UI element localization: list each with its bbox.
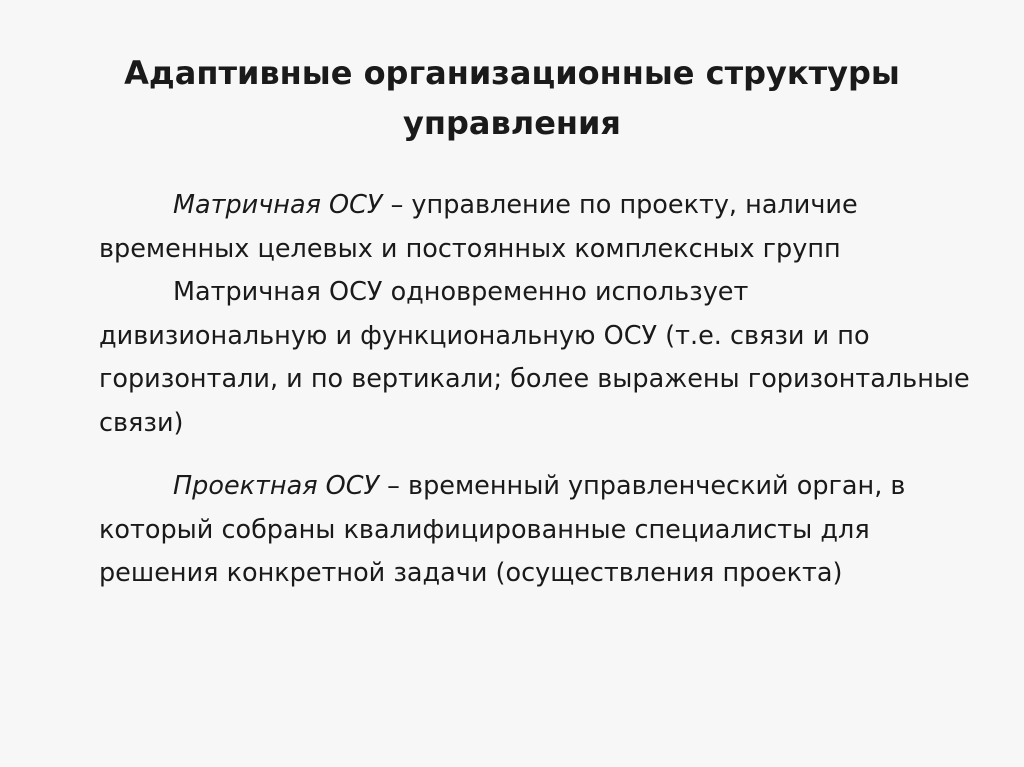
- paragraph-matrix-definition: [99, 184, 979, 271]
- paragraph-matrix-details: [99, 271, 979, 445]
- paragraph-text: Матричная ОСУ одновременно использует дивизиональную и функциональную ОСУ (т.е. связи и по горизонтали, и по вертикали; более выражены горизонтальные связи): [99, 277, 970, 438]
- slide-title-line-2: управления: [403, 104, 621, 142]
- slide-title: [60, 48, 964, 148]
- slide-body: [99, 184, 979, 596]
- paragraph-project-definition: [99, 465, 979, 596]
- term-project-osu: Проектная ОСУ: [173, 471, 380, 501]
- slide-title-line-1: Адаптивные организационные структуры: [124, 54, 900, 92]
- term-matrix-osu: Матричная ОСУ: [173, 190, 383, 220]
- paragraph-text: – временный управленческий орган, в который собраны квалифицированные специалисты для решения конкретной задачи (осуществления проекта): [99, 471, 906, 588]
- paragraph-text: – управление по проекту, наличие временных целевых и постоянных комплексных групп: [99, 190, 858, 264]
